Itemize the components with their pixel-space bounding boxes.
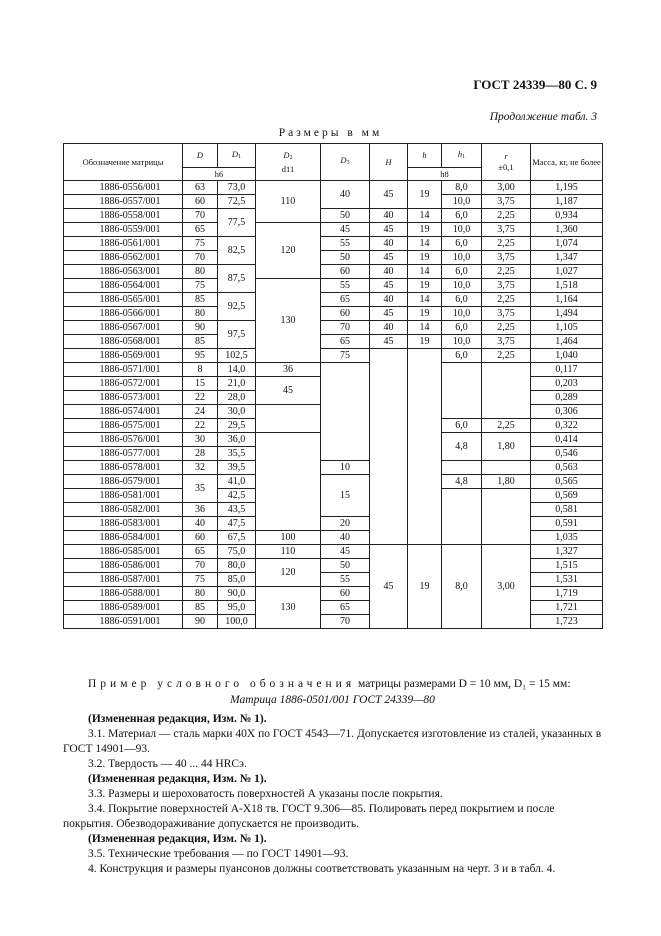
cell-D3: 45: [321, 223, 370, 237]
cell-h1: 10,0: [442, 223, 482, 237]
cell-D: 24: [183, 405, 218, 419]
cell-m: 1,040: [531, 349, 603, 363]
cell-D3: 75: [321, 349, 370, 363]
cell-D2: 110: [256, 545, 321, 559]
cell-D: 8: [183, 363, 218, 377]
col-header-h1: h1: [442, 144, 482, 168]
cell-r: 3,75: [482, 195, 531, 209]
cell-des: 1886-0558/001: [64, 209, 183, 223]
cell-h1: 10,0: [442, 335, 482, 349]
cell-D1: 85,0: [218, 573, 256, 587]
cell-D1: 92,5: [218, 293, 256, 321]
cell-h1: 6,0: [442, 293, 482, 307]
cell-h1: [442, 489, 482, 545]
cell-D: 65: [183, 545, 218, 559]
cell-h: 19: [408, 335, 442, 349]
cell-D3: 50: [321, 209, 370, 223]
cell-h1: 10,0: [442, 279, 482, 293]
cell-m: 1,515: [531, 559, 603, 573]
cell-D: 70: [183, 251, 218, 265]
clause-3-4: 3.4. Покрытие поверхностей А-Х18 тв. ГОСТ 9.306—85. Полировать перед покрытием и после покрытия. Обезводораживание допускается не производить.: [63, 803, 555, 830]
cell-D1: 28,0: [218, 391, 256, 405]
cell-D1: 97,5: [218, 321, 256, 349]
cell-D2: [256, 405, 321, 433]
cell-h1: 6,0: [442, 265, 482, 279]
cell-D3: 55: [321, 573, 370, 587]
cell-H: [370, 349, 408, 545]
cell-D2: 130: [256, 587, 321, 629]
cell-D1: 100,0: [218, 615, 256, 629]
cell-H: 45: [370, 279, 408, 293]
cell-des: 1886-0557/001: [64, 195, 183, 209]
col-header-D: D: [183, 144, 218, 168]
cell-r: 1,80: [482, 433, 531, 461]
cell-D: 70: [183, 209, 218, 223]
cell-h1: 6,0: [442, 419, 482, 433]
cell-D3: 50: [321, 251, 370, 265]
cell-h: 14: [408, 265, 442, 279]
example-paragraph: [63, 677, 602, 692]
cell-D3: [321, 363, 370, 461]
cell-m: 0,546: [531, 447, 603, 461]
cell-D1: 95,0: [218, 601, 256, 615]
cell-des: 1886-0564/001: [64, 279, 183, 293]
cell-D1: 41,0: [218, 475, 256, 489]
cell-r: 3,75: [482, 251, 531, 265]
cell-r: 2,25: [482, 321, 531, 335]
cell-D3: 60: [321, 265, 370, 279]
cell-H: 45: [370, 181, 408, 209]
cell-D: 32: [183, 461, 218, 475]
cell-h1: [442, 363, 482, 419]
cell-m: 1,187: [531, 195, 603, 209]
col-header-mass: Масса, кг, не более: [531, 144, 603, 181]
table-row: [64, 363, 603, 377]
cell-des: 1886-0582/001: [64, 503, 183, 517]
cell-D: 85: [183, 293, 218, 307]
table-row: [64, 461, 603, 475]
page-header: ГОСТ 24339—80 С. 9: [473, 77, 597, 92]
cell-h: 14: [408, 293, 442, 307]
cell-des: 1886-0561/001: [64, 237, 183, 251]
col-header-D1: D1: [218, 144, 256, 168]
col-header-h8: h8: [408, 168, 482, 181]
cell-des: 1886-0568/001: [64, 335, 183, 349]
cell-D1: 30,0: [218, 405, 256, 419]
cell-h1: 6,0: [442, 209, 482, 223]
cell-D2: [256, 433, 321, 531]
cell-h1: 4,8: [442, 433, 482, 461]
cell-m: 0,289: [531, 391, 603, 405]
cell-h1: 10,0: [442, 195, 482, 209]
table-row: [64, 209, 603, 223]
cell-des: 1886-0591/001: [64, 615, 183, 629]
cell-D: 95: [183, 349, 218, 363]
cell-D1: 35,5: [218, 447, 256, 461]
cell-des: 1886-0581/001: [64, 489, 183, 503]
table-row: [64, 307, 603, 321]
cell-D: 28: [183, 447, 218, 461]
cell-des: 1886-0575/001: [64, 419, 183, 433]
cell-D1: 80,0: [218, 559, 256, 573]
cell-h1: 6,0: [442, 321, 482, 335]
cell-D3: 60: [321, 587, 370, 601]
cell-des: 1886-0569/001: [64, 349, 183, 363]
cell-r: 2,25: [482, 349, 531, 363]
cell-D3: 50: [321, 559, 370, 573]
matrix-dimensions-table: [63, 143, 603, 629]
cell-m: 1,105: [531, 321, 603, 335]
cell-D3: 40: [321, 531, 370, 545]
cell-h: 14: [408, 209, 442, 223]
cell-D2: 45: [256, 377, 321, 405]
cell-D1: 21,0: [218, 377, 256, 391]
cell-D: 80: [183, 307, 218, 321]
cell-des: 1886-0583/001: [64, 517, 183, 531]
cell-h: 19: [408, 181, 442, 209]
table-body: [64, 181, 603, 629]
cell-h1: 8,0: [442, 545, 482, 629]
cell-D1: 43,5: [218, 503, 256, 517]
cell-des: 1886-0565/001: [64, 293, 183, 307]
cell-m: 0,569: [531, 489, 603, 503]
cell-r: [482, 363, 531, 419]
cell-m: 1,027: [531, 265, 603, 279]
cell-H: 45: [370, 545, 408, 629]
cell-m: 1,327: [531, 545, 603, 559]
cell-D1: 14,0: [218, 363, 256, 377]
cell-D2: 120: [256, 559, 321, 587]
cell-m: 0,563: [531, 461, 603, 475]
cell-des: 1886-0577/001: [64, 447, 183, 461]
cell-D1: 75,0: [218, 545, 256, 559]
cell-m: 1,518: [531, 279, 603, 293]
table-row: [64, 265, 603, 279]
cell-r: 1,80: [482, 475, 531, 489]
cell-h: 14: [408, 237, 442, 251]
cell-D3: 15: [321, 475, 370, 517]
cell-m: 0,306: [531, 405, 603, 419]
cell-D: 36: [183, 503, 218, 517]
table-row: [64, 335, 603, 349]
cell-m: 0,322: [531, 419, 603, 433]
cell-h: [408, 349, 442, 545]
cell-m: 1,464: [531, 335, 603, 349]
col-header-h: h: [408, 144, 442, 168]
cell-r: 3,75: [482, 307, 531, 321]
cell-D2: 120: [256, 223, 321, 279]
cell-des: 1886-0587/001: [64, 573, 183, 587]
cell-H: 40: [370, 293, 408, 307]
cell-D: 60: [183, 531, 218, 545]
cell-D: 22: [183, 419, 218, 433]
cell-des: 1886-0588/001: [64, 587, 183, 601]
cell-h: 14: [408, 321, 442, 335]
cell-m: 0,934: [531, 209, 603, 223]
cell-h1: 6,0: [442, 237, 482, 251]
cell-des: 1886-0589/001: [64, 601, 183, 615]
cell-des: 1886-0576/001: [64, 433, 183, 447]
table-continuation-label: Продолжение табл. 3: [489, 111, 597, 123]
cell-D1: 87,5: [218, 265, 256, 293]
cell-h1: 4,8: [442, 475, 482, 489]
cell-m: 1,721: [531, 601, 603, 615]
cell-D: 40: [183, 517, 218, 531]
cell-des: 1886-0586/001: [64, 559, 183, 573]
cell-m: 1,074: [531, 237, 603, 251]
cell-D1: 90,0: [218, 587, 256, 601]
cell-des: 1886-0563/001: [64, 265, 183, 279]
example-designation: Матрица 1886-0501/001 ГОСТ 24339—80: [230, 694, 435, 706]
cell-h: 19: [408, 223, 442, 237]
cell-m: 0,203: [531, 377, 603, 391]
cell-des: 1886-0571/001: [64, 363, 183, 377]
cell-r: 3,00: [482, 545, 531, 629]
col-header-h6: h6: [183, 168, 256, 181]
cell-D: 15: [183, 377, 218, 391]
cell-h: 19: [408, 545, 442, 629]
cell-D1: 36,0: [218, 433, 256, 447]
cell-m: 1,164: [531, 293, 603, 307]
cell-m: 1,195: [531, 181, 603, 195]
cell-h: 19: [408, 251, 442, 265]
cell-D: 85: [183, 335, 218, 349]
cell-D: 22: [183, 391, 218, 405]
cell-D3: 20: [321, 517, 370, 531]
cell-m: 0,414: [531, 433, 603, 447]
cell-D: 70: [183, 559, 218, 573]
cell-D1: 67,5: [218, 531, 256, 545]
table-row: [64, 251, 603, 265]
cell-m: 1,360: [531, 223, 603, 237]
cell-r: 2,25: [482, 293, 531, 307]
cell-m: 1,035: [531, 531, 603, 545]
cell-D1: 102,5: [218, 349, 256, 363]
clause-3-5: 3.5. Технические требования — по ГОСТ 14901—93.: [88, 848, 349, 860]
cell-r: 2,25: [482, 237, 531, 251]
cell-D: 75: [183, 573, 218, 587]
clause-3-3: 3.3. Размеры и шероховатость поверхностей А указаны после покрытия.: [88, 788, 443, 800]
cell-D1: 73,0: [218, 181, 256, 195]
table-row: [64, 321, 603, 335]
cell-r: 3,75: [482, 279, 531, 293]
cell-D: 30: [183, 433, 218, 447]
clause-3-1: 3.1. Материал — сталь марки 40Х по ГОСТ 4543—71. Допускается изготовление из сталей, указанных в ГОСТ 14901—93.: [63, 728, 602, 755]
cell-r: [482, 489, 531, 545]
cell-h: 19: [408, 307, 442, 321]
cell-D3: 70: [321, 615, 370, 629]
cell-D1: 72,5: [218, 195, 256, 209]
cell-D: 80: [183, 265, 218, 279]
cell-H: 40: [370, 321, 408, 335]
cell-D: 35: [183, 475, 218, 503]
table-row: [64, 545, 603, 559]
cell-h: 19: [408, 279, 442, 293]
cell-D: 90: [183, 615, 218, 629]
cell-h1: 8,0: [442, 181, 482, 195]
cell-h1: 6,0: [442, 349, 482, 363]
cell-D: 60: [183, 195, 218, 209]
col-header-D3: D3: [321, 144, 370, 181]
cell-m: 1,723: [531, 615, 603, 629]
cell-D: 65: [183, 223, 218, 237]
table-row: [64, 223, 603, 237]
cell-des: 1886-0579/001: [64, 475, 183, 489]
cell-m: 1,719: [531, 587, 603, 601]
cell-D2: 110: [256, 181, 321, 223]
cell-r: 2,25: [482, 209, 531, 223]
table-units-caption: Размеры в мм: [278, 127, 383, 139]
cell-des: 1886-0572/001: [64, 377, 183, 391]
cell-des: 1886-0562/001: [64, 251, 183, 265]
cell-D3: 40: [321, 181, 370, 209]
cell-r: 2,25: [482, 419, 531, 433]
cell-m: 1,531: [531, 573, 603, 587]
cell-D1: 42,5: [218, 489, 256, 503]
cell-des: 1886-0573/001: [64, 391, 183, 405]
cell-des: 1886-0567/001: [64, 321, 183, 335]
table-row: [64, 237, 603, 251]
amendment-note-1: (Измененная редакция, Изм. № 1).: [88, 713, 267, 725]
cell-D: 75: [183, 237, 218, 251]
cell-D3: 65: [321, 601, 370, 615]
cell-h1: [442, 461, 482, 475]
amendment-note-2: (Измененная редакция, Изм. № 1).: [88, 773, 267, 785]
cell-D1: 47,5: [218, 517, 256, 531]
cell-H: 45: [370, 335, 408, 349]
amendment-note-3: (Измененная редакция, Изм. № 1).: [88, 833, 267, 845]
cell-des: 1886-0574/001: [64, 405, 183, 419]
cell-r: 2,25: [482, 265, 531, 279]
cell-H: 40: [370, 209, 408, 223]
cell-H: 45: [370, 251, 408, 265]
cell-H: 40: [370, 237, 408, 251]
cell-m: 1,494: [531, 307, 603, 321]
cell-H: 45: [370, 307, 408, 321]
cell-h1: 10,0: [442, 251, 482, 265]
cell-D3: 60: [321, 307, 370, 321]
cell-H: 45: [370, 223, 408, 237]
example-lead: Пример условного обозначения: [88, 678, 356, 690]
cell-D3: 65: [321, 335, 370, 349]
example-text: матрицы размерами D = 10 мм, D₁ = 15 мм:: [358, 678, 571, 690]
cell-D3: 65: [321, 293, 370, 307]
cell-m: 0,581: [531, 503, 603, 517]
cell-D: 80: [183, 587, 218, 601]
cell-m: 0,565: [531, 475, 603, 489]
cell-des: 1886-0566/001: [64, 307, 183, 321]
cell-des: 1886-0585/001: [64, 545, 183, 559]
cell-D1: 77,5: [218, 209, 256, 237]
cell-des: 1886-0578/001: [64, 461, 183, 475]
clause-3-2: 3.2. Твердость — 40 ... 44 HRCэ.: [88, 758, 247, 770]
col-header-H: H: [370, 144, 408, 181]
cell-D3: 70: [321, 321, 370, 335]
cell-D1: 39,5: [218, 461, 256, 475]
col-header-D2: D2 d11: [256, 144, 321, 181]
cell-r: 3,00: [482, 181, 531, 195]
cell-D1: 29,5: [218, 419, 256, 433]
table-row: [64, 279, 603, 293]
table-row: [64, 475, 603, 489]
cell-D: 75: [183, 279, 218, 293]
table-row: [64, 349, 603, 363]
cell-D2: 100: [256, 531, 321, 545]
cell-m: 1,347: [531, 251, 603, 265]
table-row: [64, 293, 603, 307]
cell-D2: 36: [256, 363, 321, 377]
cell-D1: 82,5: [218, 237, 256, 265]
cell-m: 0,117: [531, 363, 603, 377]
cell-des: 1886-0556/001: [64, 181, 183, 195]
cell-D3: 10: [321, 461, 370, 475]
col-header-r: r ±0,1: [482, 144, 531, 181]
cell-h1: 10,0: [442, 307, 482, 321]
cell-des: 1886-0559/001: [64, 223, 183, 237]
cell-H: 40: [370, 265, 408, 279]
cell-D3: 45: [321, 545, 370, 559]
clause-4: 4. Конструкция и размеры пуансонов должны соответствовать указанным на черт. 3 и в табл. 4.: [88, 863, 556, 875]
cell-D3: 55: [321, 237, 370, 251]
cell-D2: 130: [256, 279, 321, 363]
cell-D: 85: [183, 601, 218, 615]
table-row: [64, 181, 603, 195]
cell-D: 90: [183, 321, 218, 335]
cell-m: 0,591: [531, 517, 603, 531]
cell-r: 3,75: [482, 223, 531, 237]
col-header-designation: Обозначение матрицы: [64, 144, 183, 181]
cell-r: 3,75: [482, 335, 531, 349]
cell-des: 1886-0584/001: [64, 531, 183, 545]
cell-D: 63: [183, 181, 218, 195]
cell-D3: 55: [321, 279, 370, 293]
cell-r: [482, 461, 531, 475]
